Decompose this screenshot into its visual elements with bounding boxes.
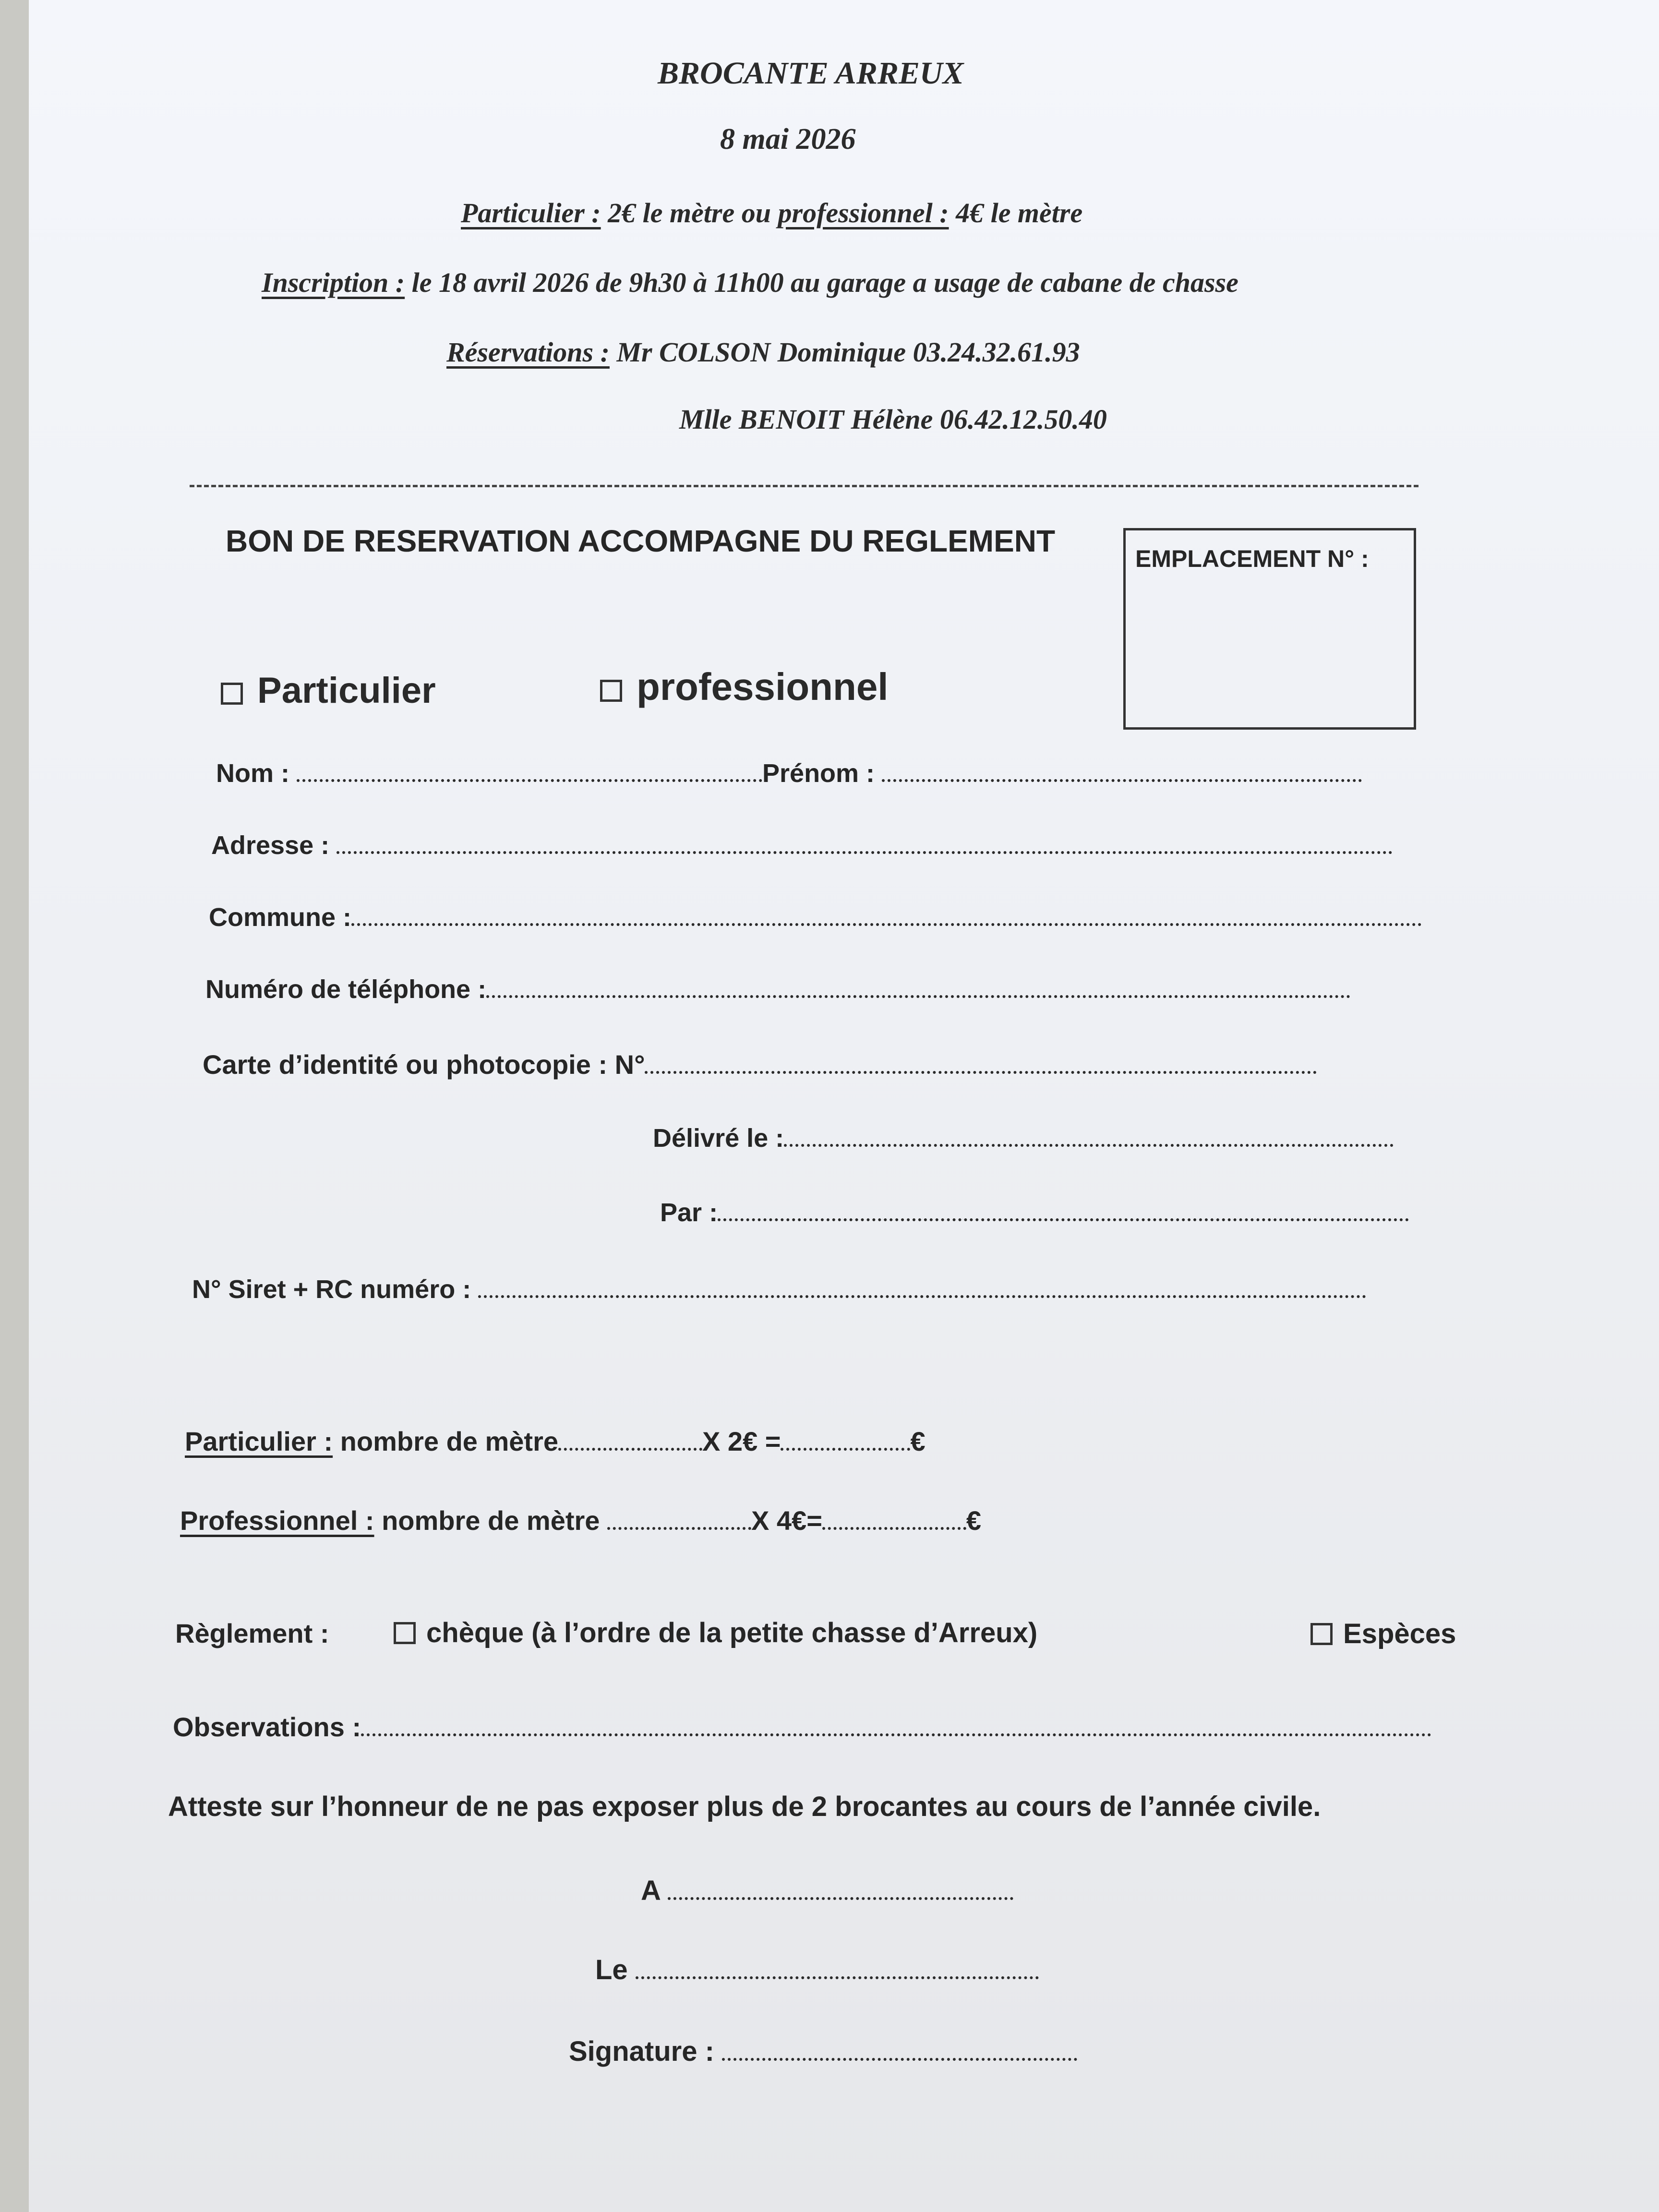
inscription-label: Inscription :: [262, 267, 405, 298]
calc-particulier-text: nombre de mètre: [333, 1426, 559, 1456]
calc-pro-label: Professionnel :: [180, 1505, 374, 1536]
calc-pro-text: nombre de mètre: [374, 1505, 607, 1536]
attestation-text: Atteste sur l’honneur de ne pas exposer plus de 2 brocantes au cours de l’année civile.: [168, 1791, 1321, 1822]
nom-field[interactable]: [297, 779, 762, 782]
type-particulier-label: Particulier: [257, 670, 436, 711]
telephone-label: Numéro de téléphone :: [205, 975, 487, 1004]
type-particulier-option[interactable]: [221, 670, 436, 711]
signature-row: [569, 2035, 1077, 2068]
delivre-field[interactable]: [784, 1144, 1394, 1147]
tarif-particulier-label: Particulier :: [461, 197, 601, 228]
reglement-especes-option[interactable]: [1310, 1618, 1456, 1650]
tarif-pro-value: 4€ le mètre: [956, 197, 1083, 228]
commune-field[interactable]: [351, 923, 1422, 926]
emplacement-box[interactable]: [1123, 528, 1416, 730]
carte-identite-label: Carte d’identité ou photocopie : N°: [203, 1049, 645, 1080]
par-row: [660, 1198, 1409, 1227]
form-heading: BON DE RESERVATION ACCOMPAGNE DU REGLEMENT: [226, 524, 1056, 558]
tarif-particulier-value: 2€ le mètre ou: [608, 197, 771, 228]
a-row: [641, 1875, 1013, 1907]
calc-particulier-row: [185, 1426, 926, 1457]
inscription-line: [262, 266, 1238, 299]
reglement-cheque-label: chèque (à l’ordre de la petite chasse d’Arreux): [426, 1617, 1038, 1648]
le-label: Le: [595, 1954, 636, 1985]
professionnel-checkbox[interactable]: [600, 680, 622, 702]
carte-identite-field[interactable]: [645, 1071, 1317, 1074]
reglement-label: Règlement :: [175, 1618, 329, 1648]
reservations-contact-1: Mr COLSON Dominique 03.24.32.61.93: [616, 337, 1080, 368]
telephone-field[interactable]: [486, 995, 1350, 998]
tarif-line: [461, 197, 1082, 229]
siret-field[interactable]: [478, 1295, 1366, 1298]
reservations-contact-2: Mlle BENOIT Hélène 06.42.12.50.40: [679, 404, 1107, 435]
delivre-label: Délivré le :: [653, 1124, 784, 1153]
calc-particulier-mult: X 2€ =: [702, 1426, 781, 1456]
nom-prenom-row: [216, 758, 1362, 788]
observations-row: [173, 1711, 1431, 1743]
a-field[interactable]: [668, 1897, 1013, 1900]
calc-particulier-total-field[interactable]: [781, 1448, 910, 1451]
calc-pro-mult: X 4€=: [751, 1505, 822, 1536]
par-label: Par :: [660, 1198, 718, 1227]
commune-row: [209, 902, 1422, 932]
calc-particulier-metres-field[interactable]: [558, 1448, 702, 1451]
event-title: BROCANTE ARREUX: [658, 56, 964, 91]
par-field[interactable]: [718, 1218, 1409, 1221]
reservation-sheet: [29, 0, 1659, 2212]
cut-line: [190, 485, 1419, 487]
reservations-line: [446, 336, 1080, 368]
reglement-cheque-option[interactable]: [394, 1617, 1037, 1649]
le-row: [595, 1954, 1039, 1986]
calc-particulier-euro: €: [910, 1426, 926, 1456]
nom-label: Nom :: [216, 759, 289, 788]
signature-field[interactable]: [722, 2058, 1077, 2061]
signature-label: Signature :: [569, 2036, 722, 2067]
adresse-label: Adresse :: [211, 831, 330, 860]
delivre-row: [653, 1123, 1394, 1153]
carte-identite-row: [203, 1049, 1317, 1080]
type-professionnel-option[interactable]: [600, 665, 889, 709]
reglement-especes-label: Espèces: [1343, 1618, 1456, 1649]
telephone-row: [205, 974, 1350, 1004]
observations-field[interactable]: [361, 1733, 1431, 1736]
reservations-label: Réservations :: [446, 337, 610, 368]
particulier-checkbox[interactable]: [221, 683, 243, 705]
observations-label: Observations :: [173, 1712, 361, 1742]
inscription-value: le 18 avril 2026 de 9h30 à 11h00 au garage a usage de cabane de chasse: [411, 267, 1238, 298]
calc-particulier-label: Particulier :: [185, 1426, 333, 1456]
calc-pro-metres-field[interactable]: [607, 1527, 751, 1530]
cheque-checkbox[interactable]: [394, 1622, 416, 1644]
calc-pro-row: [180, 1505, 981, 1536]
adresse-field[interactable]: [337, 851, 1393, 854]
calc-pro-euro: €: [966, 1505, 982, 1536]
le-field[interactable]: [636, 1976, 1039, 1979]
siret-label: N° Siret + RC numéro :: [192, 1275, 471, 1304]
a-label: A: [641, 1875, 668, 1906]
adresse-row: [211, 830, 1393, 860]
siret-row: [192, 1274, 1366, 1304]
especes-checkbox[interactable]: [1310, 1623, 1333, 1645]
commune-label: Commune :: [209, 903, 351, 932]
event-date: 8 mai 2026: [720, 123, 856, 156]
type-professionnel-label: professionnel: [637, 665, 889, 708]
tarif-pro-label: professionnel :: [778, 197, 949, 228]
prenom-label: Prénom :: [762, 759, 875, 788]
emplacement-label: EMPLACEMENT N° :: [1135, 545, 1369, 572]
prenom-field[interactable]: [882, 779, 1362, 782]
calc-pro-total-field[interactable]: [822, 1527, 966, 1530]
